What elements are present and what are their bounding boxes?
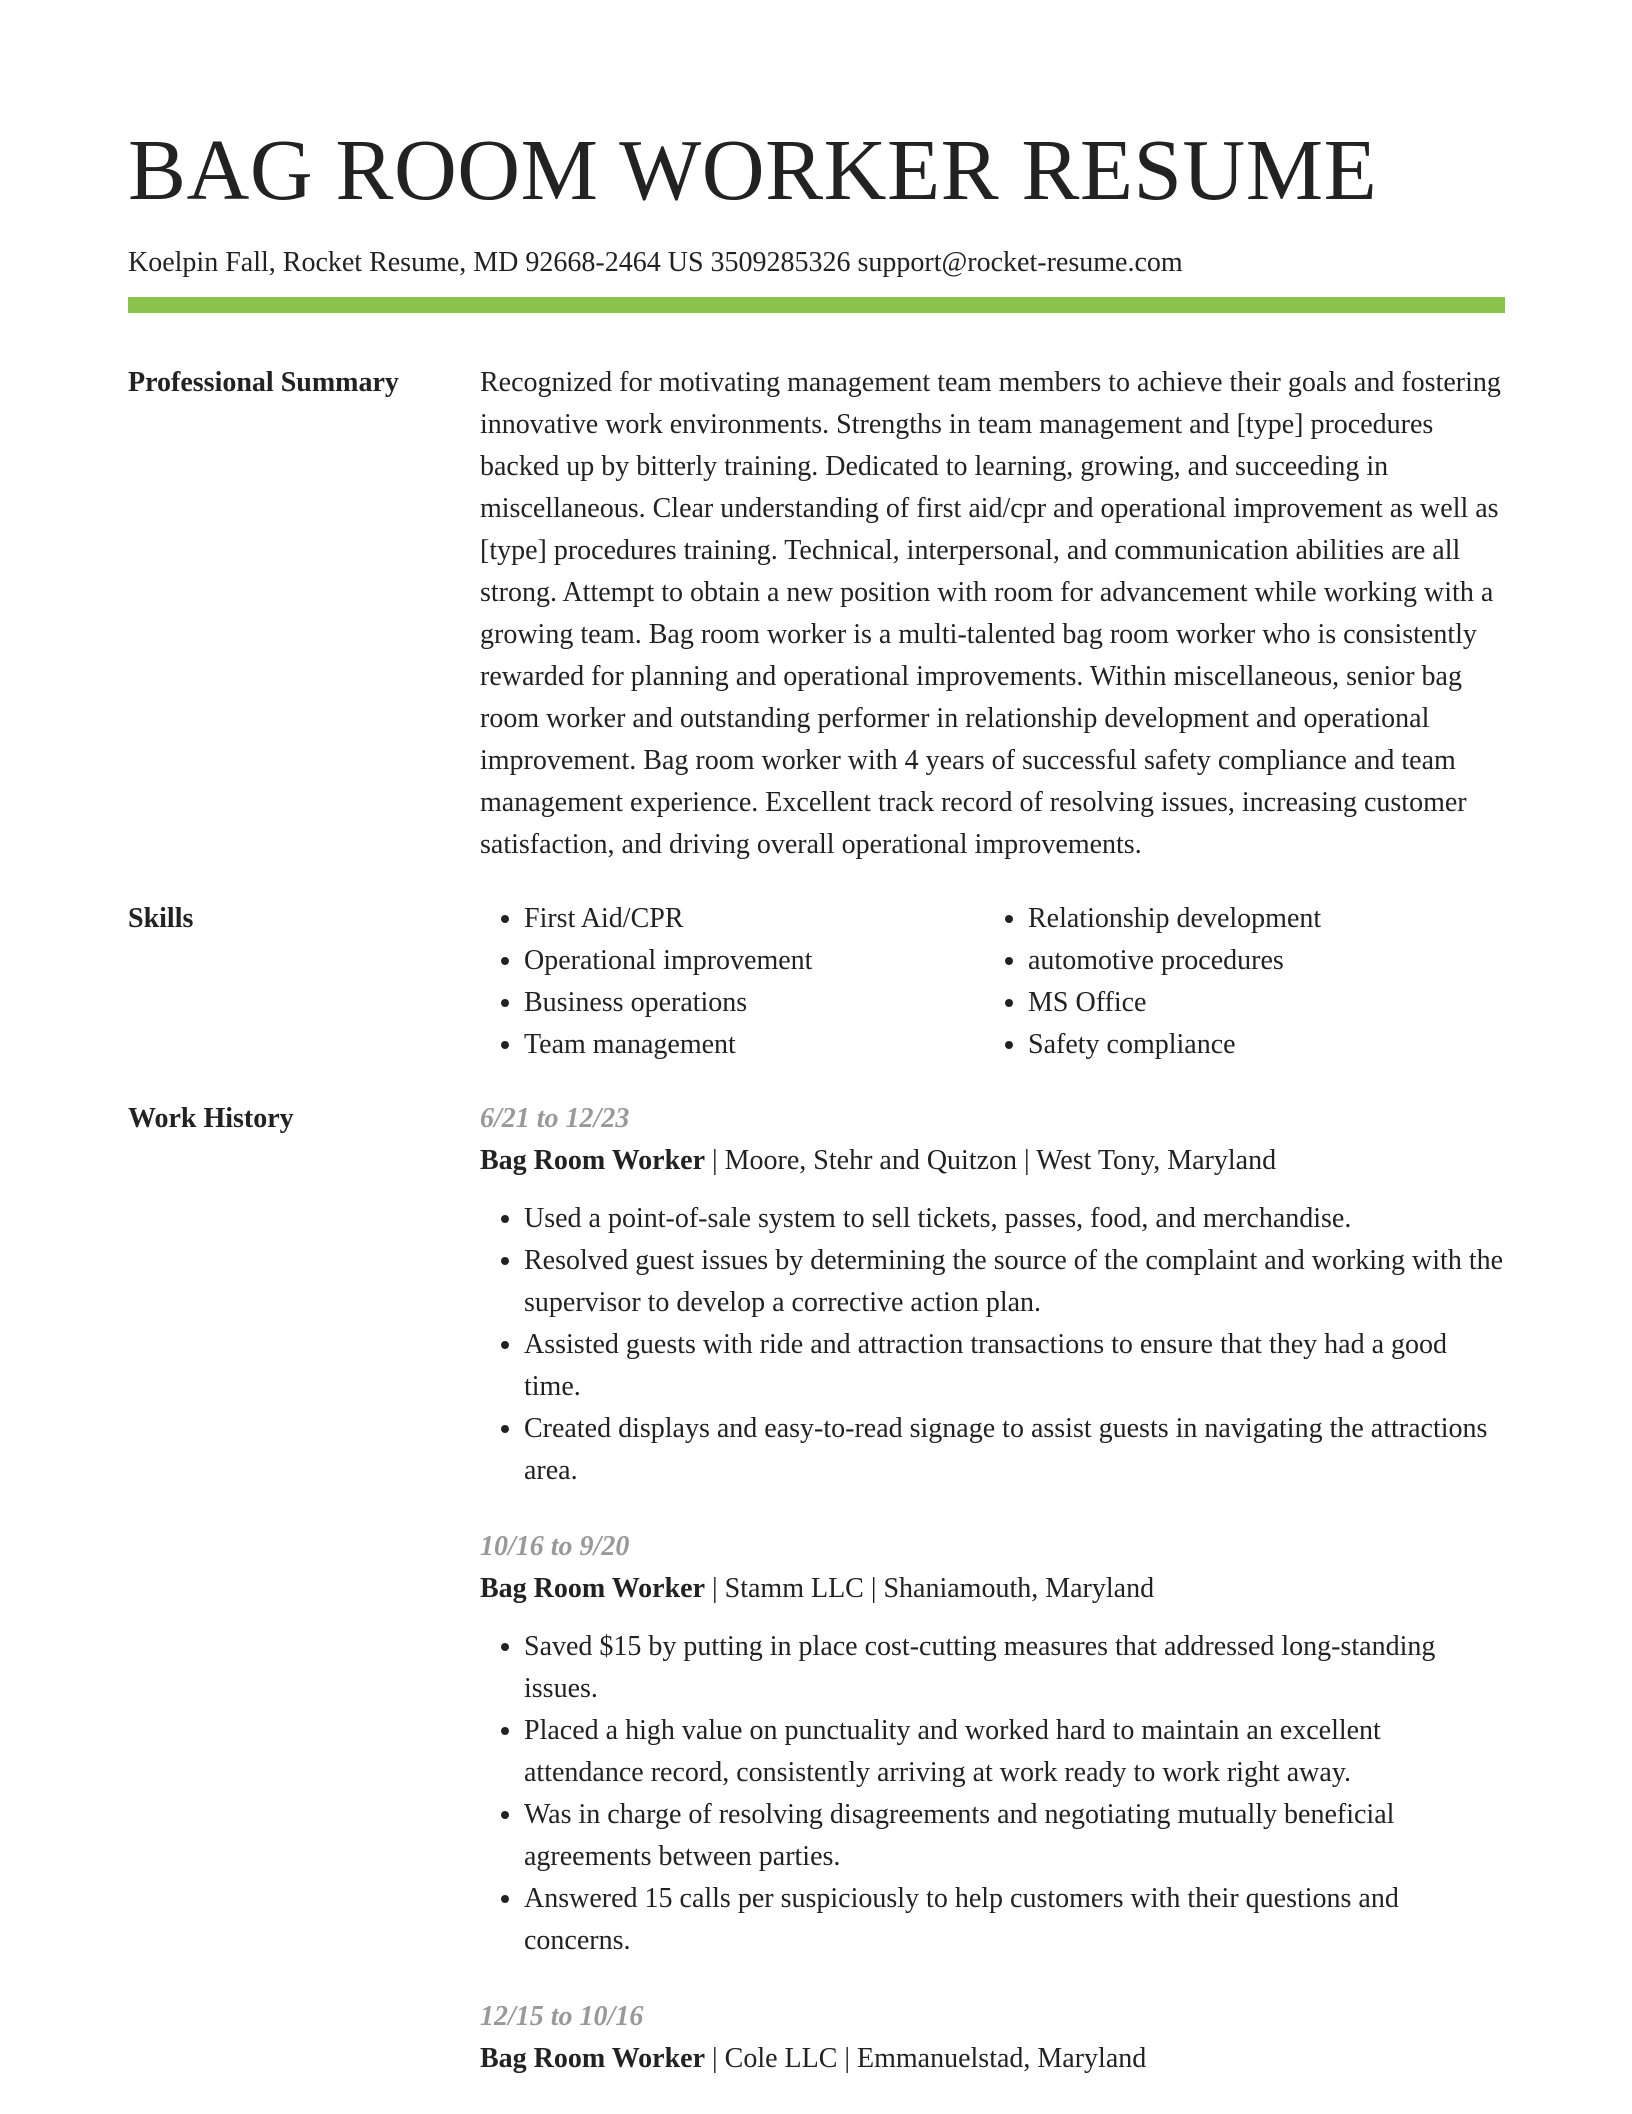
- job-title: Bag Room Worker: [480, 1145, 706, 1176]
- section-label-work-history: Work History: [128, 1103, 294, 1134]
- professional-summary-section: [128, 362, 1505, 866]
- job-entry: [480, 1098, 1505, 1492]
- job-entry: [480, 1526, 1505, 1962]
- job-bullets: [480, 1626, 1505, 1962]
- job-bullet: • Used a point-of-sale system to sell tickets, passes, food, and merchandise.: [524, 1198, 1505, 1240]
- section-label-skills: Skills: [128, 903, 194, 934]
- summary-body: [480, 362, 1505, 866]
- skill-item: • Operational improvement: [524, 940, 984, 982]
- header-divider: [128, 297, 1505, 313]
- skill-item: • MS Office: [1028, 982, 1488, 1024]
- skill-item: • First Aid/CPR: [524, 898, 984, 940]
- job-heading: [480, 2038, 1505, 2080]
- job-dates: 12/15 to 10/16: [480, 2001, 644, 2032]
- work-history-body: [480, 1098, 1505, 2114]
- work-history-section: [128, 1098, 1505, 2114]
- job-bullet: • Saved $15 by putting in place cost-cutting measures that addressed long-standing issues.: [524, 1626, 1505, 1710]
- summary-text: Recognized for motivating management team members to achieve their goals and fostering innovative work environments. Strengths in team management and [type] procedures backed up by bitterly training. Dedicated to learning, growing, and succeeding in miscellaneous. Clear understanding of first aid/cpr and operational improvement as well as [type] procedures training. Technical, interpersonal, and communication abilities are all strong. Attempt to obtain a new position with room for advancement while working with a growing team. Bag room worker is a multi-talented bag room worker who is consistently rewarded for planning and operational improvements. Within miscellaneous, senior bag room worker and outstanding performer in relationship development and operational improvement. Bag room worker with 4 years of successful safety compliance and team management experience. Excellent track record of resolving issues, increasing customer satisfaction, and driving overall operational improvements.: [480, 367, 1501, 860]
- job-bullets: [480, 1198, 1505, 1492]
- resume-page: [128, 0, 1505, 2114]
- job-bullet: • Resolved guest issues by determining the source of the complaint and working with the supervisor to develop a corrective action plan.: [524, 1240, 1505, 1324]
- section-label-summary: Professional Summary: [128, 367, 399, 398]
- job-heading: [480, 1568, 1505, 1610]
- job-dates: 6/21 to 12/23: [480, 1103, 630, 1134]
- job-details: | Moore, Stehr and Quitzon | West Tony, Maryland: [705, 1145, 1277, 1176]
- job-bullet: • Placed a high value on punctuality and worked hard to maintain an excellent attendance record, consistently arriving at work ready to work right away.: [524, 1710, 1505, 1794]
- skill-item: • Business operations: [524, 982, 984, 1024]
- job-bullet: • Created displays and easy-to-read signage to assist guests in navigating the attractions area.: [524, 1408, 1505, 1492]
- job-bullet: • Answered 15 calls per suspiciously to help customers with their questions and concerns.: [524, 1878, 1505, 1962]
- skills-list-left: [480, 898, 984, 1066]
- skills-section: [128, 898, 1505, 1066]
- job-details: | Cole LLC | Emmanuelstad, Maryland: [705, 2043, 1147, 2074]
- contact-line: Koelpin Fall, Rocket Resume, MD 92668-2464 US 3509285326 support@rocket-resume.com: [128, 247, 1183, 278]
- job-entry: [480, 1996, 1505, 2080]
- skills-grid: [480, 898, 1505, 1066]
- job-bullet: • Was in charge of resolving disagreements and negotiating mutually beneficial agreements between parties.: [524, 1794, 1505, 1878]
- skill-item: • Safety compliance: [1028, 1024, 1488, 1066]
- skill-item: • automotive procedures: [1028, 940, 1488, 982]
- job-details: | Stamm LLC | Shaniamouth, Maryland: [705, 1573, 1155, 1604]
- skills-body: [480, 898, 1505, 1066]
- skill-item: • Relationship development: [1028, 898, 1488, 940]
- job-title: Bag Room Worker: [480, 1573, 706, 1604]
- skills-list-right: [984, 898, 1488, 1066]
- job-heading: [480, 1140, 1505, 1182]
- skill-item: • Team management: [524, 1024, 984, 1066]
- resume-title: BAG ROOM WORKER RESUME: [128, 121, 1378, 218]
- job-dates: 10/16 to 9/20: [480, 1531, 630, 1562]
- job-title: Bag Room Worker: [480, 2043, 706, 2074]
- job-bullet: • Assisted guests with ride and attraction transactions to ensure that they had a good time.: [524, 1324, 1505, 1408]
